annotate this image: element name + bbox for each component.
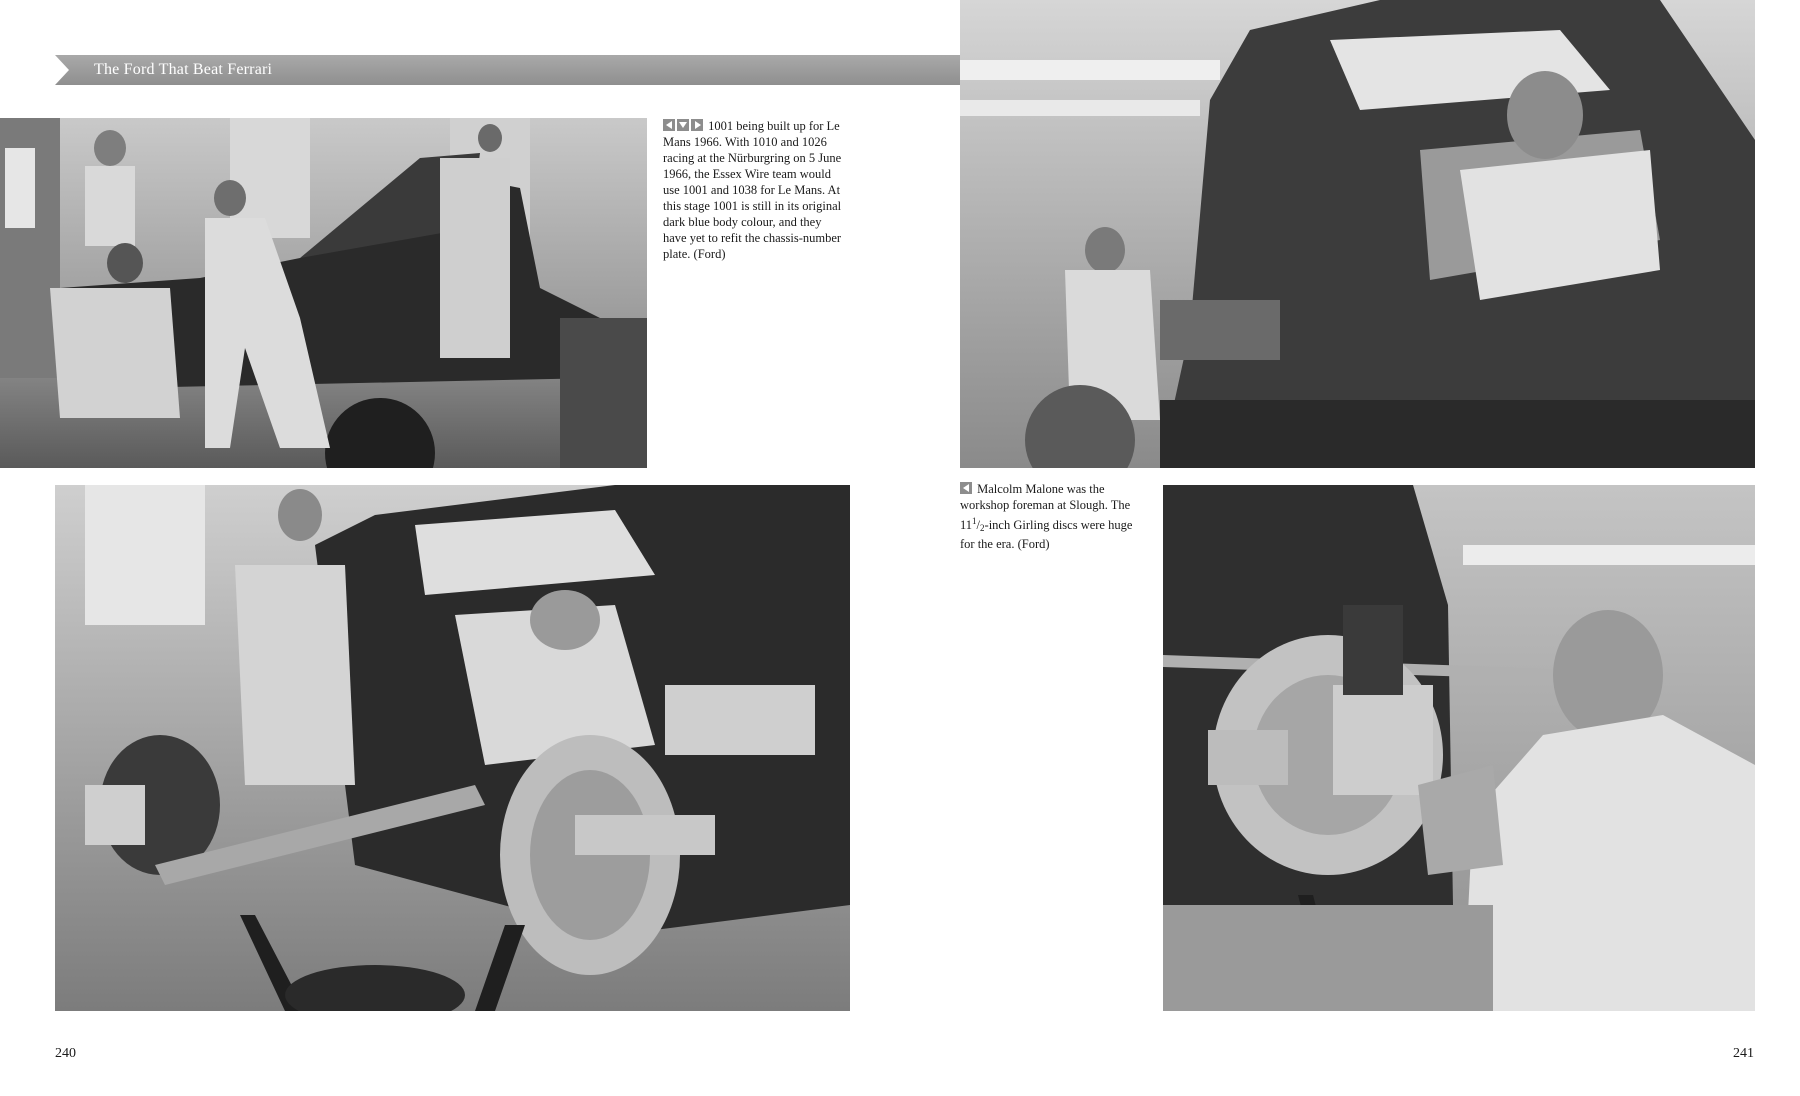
photo-rear-suspension <box>55 485 850 1011</box>
fraction-slash: / <box>976 518 981 532</box>
arrow-down-icon <box>677 119 689 131</box>
photo-cockpit-work <box>960 0 1755 468</box>
arrow-left-icon <box>663 119 675 131</box>
fraction-denominator: 2 <box>980 523 985 533</box>
caption-2-text-before: Malcolm Malone was the workshop foreman at Slough. The 11 <box>960 482 1131 532</box>
header-notch <box>55 55 69 85</box>
arrow-left-icon <box>960 482 972 494</box>
photo-workshop-build <box>0 118 647 468</box>
running-header-title: The Ford That Beat Ferrari <box>94 61 273 78</box>
caption-build-le-mans <box>663 118 848 262</box>
arrow-right-icon <box>691 119 703 131</box>
page-number-right: 241 <box>1733 1046 1754 1061</box>
photo-malcolm-malone-disc <box>1163 485 1755 1011</box>
page-number-left: 240 <box>55 1046 76 1061</box>
caption-2-text-after: -inch Girling discs were huge for the era. (Ford) <box>960 518 1133 551</box>
caption-malcolm-malone <box>960 481 1140 552</box>
fraction-numerator: 1 <box>972 516 977 526</box>
caption-1-text: 1001 being built up for Le Mans 1966. With 1010 and 1026 racing at the Nürburgring on 5 June 1966, the Essex Wire team would use 1001 and 1038 for Le Mans. At this stage 1001 is still in its original dark blue body colour, and they have yet to refit the chassis-number plate. (Ford) <box>663 119 842 261</box>
